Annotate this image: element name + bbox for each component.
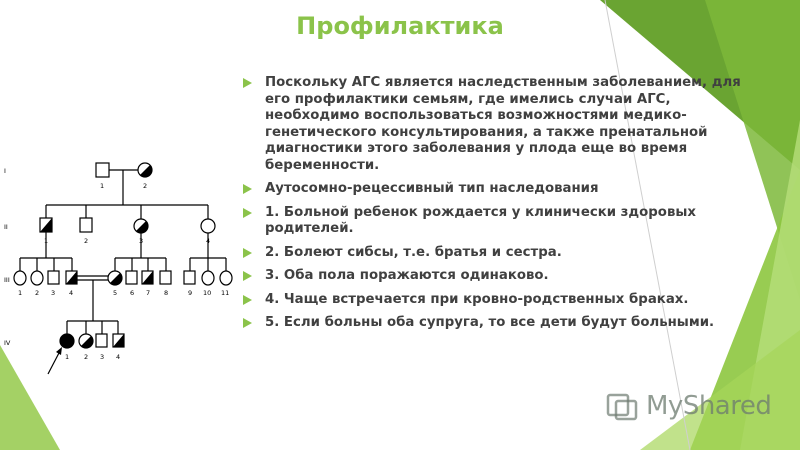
myshared-watermark xyxy=(606,388,771,424)
pedigree-female-healthy xyxy=(31,271,43,285)
individual-number: 1 xyxy=(100,182,105,190)
bullet-item xyxy=(243,315,743,332)
individual-number: 1 xyxy=(44,237,49,245)
individual-number: 4 xyxy=(69,289,74,297)
individual-number: 4 xyxy=(206,237,211,245)
bullet-arrow-icon xyxy=(243,184,252,194)
individual-number: 1 xyxy=(18,289,23,297)
bullet-arrow-icon xyxy=(243,295,252,305)
pedigree-female-affected xyxy=(60,334,74,348)
bullet-item xyxy=(243,268,743,285)
bullet-arrow-icon xyxy=(243,248,252,258)
individual-number: 10 xyxy=(203,289,212,297)
pedigree-male-healthy xyxy=(126,271,137,284)
generation-label: II xyxy=(4,223,8,231)
proband-arrowhead-icon xyxy=(56,347,62,355)
bullet-item xyxy=(243,292,743,309)
bullet-item xyxy=(243,181,743,198)
bullet-arrow-icon xyxy=(243,271,252,281)
pedigree-female-healthy xyxy=(14,271,26,285)
myshared-logo-icon xyxy=(606,391,640,421)
bullet-text: 2. Болеют сибсы, т.е. братья и сестра. xyxy=(265,244,562,260)
bullet-list xyxy=(243,75,743,339)
pedigree-male-healthy xyxy=(96,163,109,177)
bullet-item xyxy=(243,75,743,174)
individual-number: 8 xyxy=(164,289,169,297)
pedigree-female-healthy xyxy=(202,271,214,285)
individual-number: 3 xyxy=(100,353,105,361)
individual-number: 1 xyxy=(65,353,70,361)
pedigree-male-healthy xyxy=(80,218,92,232)
bullet-arrow-icon xyxy=(243,78,252,88)
pedigree-female-healthy xyxy=(220,271,232,285)
bullet-arrow-icon xyxy=(243,208,252,218)
individual-number: 2 xyxy=(84,237,89,245)
generation-label: IV xyxy=(4,339,11,347)
pedigree-male-healthy xyxy=(48,271,59,284)
generation-label: I xyxy=(4,167,6,175)
bullet-item xyxy=(243,205,743,238)
bullet-text: 3. Оба пола поражаются одинаково. xyxy=(265,268,549,283)
bullet-text: 4. Чаще встречается при кровно-родственных браках. xyxy=(265,291,689,307)
individual-number: 7 xyxy=(146,289,151,297)
individual-number: 11 xyxy=(221,289,230,297)
individual-number: 2 xyxy=(143,182,148,190)
individual-number: 6 xyxy=(130,289,135,297)
bullet-text: 5. Если больны оба супруга, то все дети будут больными. xyxy=(265,315,715,330)
generation-label: III xyxy=(4,276,10,284)
slide-title: Профилактика xyxy=(296,12,504,40)
individual-number: 4 xyxy=(116,353,121,361)
proband-arrow-icon xyxy=(48,351,60,374)
watermark-text: MyShared xyxy=(646,391,772,421)
bullet-text: Аутосомно-рецессивный тип наследования xyxy=(265,181,599,196)
pedigree-male-healthy xyxy=(96,334,107,347)
bullet-text: 1. Больной ребенок рождается у клинически здоровых родителей. xyxy=(265,204,696,236)
bullet-text: Поскольку АГС является наследственным заболеванием, для его профилактики семьям, где имелись случаи АГС, необходимо воспользоваться возможностями медико-генетического консультирования, а также пренатальной диагностики этого заболевания у плода еще во время беременности. xyxy=(265,75,741,173)
pedigree-female-healthy xyxy=(201,219,215,233)
individual-number: 9 xyxy=(188,289,193,297)
bullet-item xyxy=(243,245,743,262)
pedigree-male-healthy xyxy=(184,271,195,284)
individual-number: 3 xyxy=(139,237,144,245)
pedigree-male-healthy xyxy=(160,271,171,284)
individual-number: 2 xyxy=(35,289,40,297)
individual-number: 2 xyxy=(84,353,89,361)
individual-number: 3 xyxy=(51,289,56,297)
pedigree-chart xyxy=(0,148,238,378)
individual-number: 5 xyxy=(113,289,118,297)
bullet-arrow-icon xyxy=(243,318,252,328)
